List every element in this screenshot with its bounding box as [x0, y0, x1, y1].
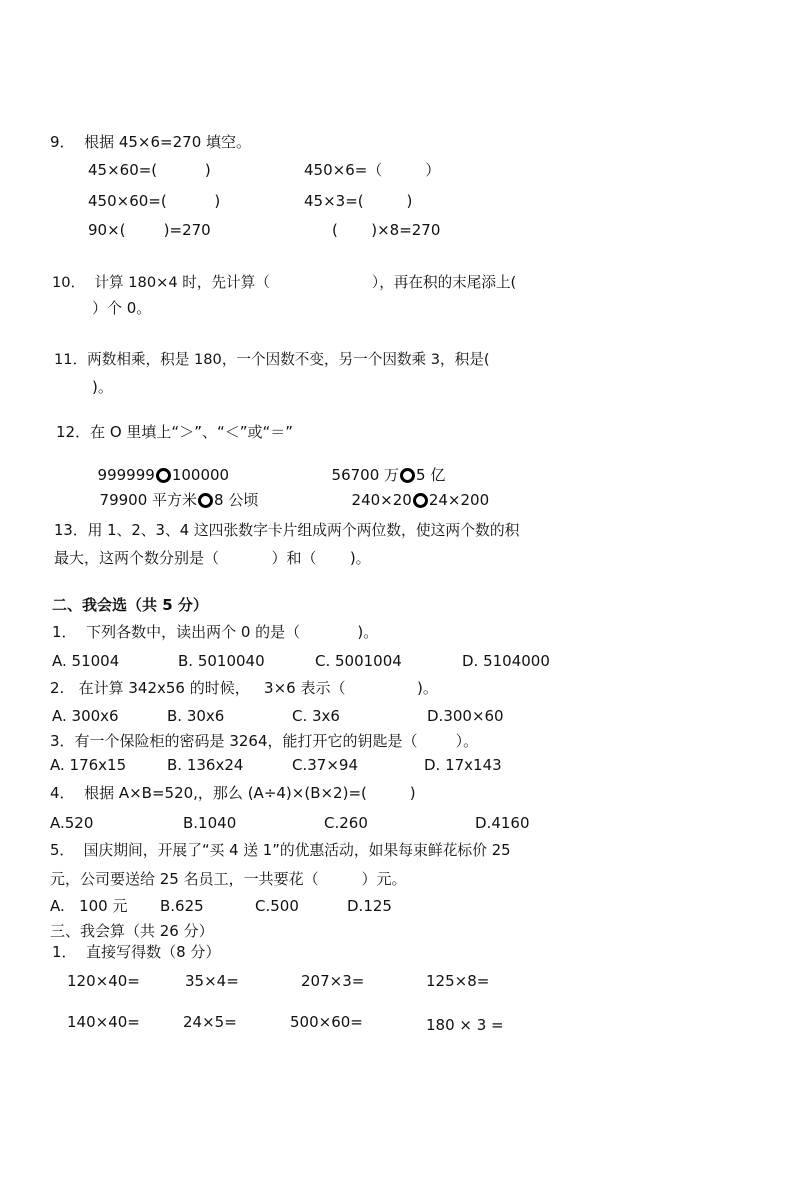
q9-item: 450×60=( ) — [88, 192, 221, 210]
q9-item: 45×3=( ) — [304, 192, 413, 210]
q12-compare-d — [342, 470, 489, 510]
q9-item: 450×6=（ ） — [304, 161, 441, 179]
q12-a-left: 999999 — [97, 466, 155, 484]
section3-heading: 三、我会算（共 26 分） — [50, 922, 214, 940]
section3-sub1: 1． 直接写得数（8 分） — [52, 943, 221, 961]
s2-q2-stem: 2. 在计算 342x56 的时候， 3×6 表示（ )。 — [50, 679, 438, 697]
s2-q4-stem: 4． 根据 A×B=520,，那么 (A÷4)×(B×2)=( ) — [50, 784, 416, 802]
s2-q2-option[interactable]: A. 300x6 — [52, 707, 119, 725]
s2-q4-option[interactable]: D.4160 — [475, 814, 530, 832]
s2-q3-stem: 3．有一个保险柜的密码是 3264，能打开它的钥匙是（ ）。 — [50, 732, 479, 750]
q12-c-left: 79900 平方米 — [99, 491, 198, 509]
s2-q5-option[interactable]: A. 100 元 — [50, 897, 128, 915]
s2-q1-option[interactable]: C. 5001004 — [315, 652, 402, 670]
s2-q3-option[interactable]: C.37×94 — [292, 756, 358, 774]
s2-q5-option[interactable]: B.625 — [160, 897, 204, 915]
s2-q2-option[interactable]: B. 30x6 — [167, 707, 225, 725]
q10-line2: ）个 0。 — [92, 299, 152, 317]
q12-d-right: 24×200 — [428, 491, 490, 509]
s2-q3-option[interactable]: D. 17x143 — [424, 756, 502, 774]
s2-q4-option[interactable]: B.1040 — [183, 814, 237, 832]
s2-q5-option[interactable]: D.125 — [347, 897, 392, 915]
s2-q3-option[interactable]: B. 136x24 — [167, 756, 244, 774]
s2-q5-option[interactable]: C.500 — [255, 897, 299, 915]
s2-q2-option[interactable]: D.300×60 — [427, 707, 504, 725]
q9-title: 9． 根据 45×6=270 填空。 — [50, 133, 252, 151]
calc-item: 125×8= — [426, 972, 490, 990]
q12-a-right: 100000 — [171, 466, 230, 484]
s2-q4-option[interactable]: A.520 — [50, 814, 94, 832]
q12-d-left: 240×20 — [351, 491, 412, 509]
s2-q5-line2: 元，公司要送给 25 名员工，一共要花（ ）元。 — [50, 870, 407, 888]
calc-item: 500×60= — [290, 1013, 363, 1031]
q12-compare-c — [90, 470, 258, 510]
section2-heading: 二、我会选（共 5 分） — [52, 596, 208, 614]
q11-line2: )。 — [92, 378, 113, 396]
q9-item: 45×60=( ) — [88, 161, 211, 179]
calc-item: 35×4= — [185, 972, 239, 990]
calc-item: 24×5= — [183, 1013, 237, 1031]
calc-item: 180 × 3 = — [426, 1016, 504, 1034]
s2-q3-option[interactable]: A. 176x15 — [50, 756, 127, 774]
q12-b-left: 56700 万 — [331, 466, 400, 484]
q12-b-right: 5 亿 — [416, 466, 446, 484]
q13-line1: 13．用 1、2、3、4 这四张数字卡片组成两个两位数，使这两个数的积 — [54, 522, 520, 539]
calc-item: 120×40= — [67, 972, 140, 990]
q11-line1: 11．两数相乘，积是 180，一个因数不变，另一个因数乘 3，积是( — [54, 351, 490, 368]
calc-item: 140×40= — [67, 1013, 140, 1031]
s2-q4-option[interactable]: C.260 — [324, 814, 368, 832]
s2-q1-option[interactable]: A. 51004 — [52, 652, 120, 670]
q13-line2: 最大，这两个数分别是（ ）和（ )。 — [54, 549, 371, 567]
s2-q5-line1: 5． 国庆期间，开展了“买 4 送 1”的优惠活动，如果每束鲜花标价 25 — [50, 842, 511, 859]
q12-title: 12．在 O 里填上“＞”、“＜”或“＝” — [56, 423, 294, 441]
compare-circle-icon[interactable] — [198, 493, 213, 508]
q9-item: ( )×8=270 — [332, 221, 441, 239]
compare-circle-icon[interactable] — [413, 493, 428, 508]
s2-q1-option[interactable]: D. 5104000 — [462, 652, 550, 670]
s2-q1-option[interactable]: B. 5010040 — [178, 652, 265, 670]
q10-line1: 10． 计算 180×4 时，先计算（ ），再在积的末尾添上( — [52, 274, 517, 291]
q12-c-right: 8 公顷 — [214, 491, 259, 509]
calc-item: 207×3= — [301, 972, 365, 990]
s2-q1-stem: 1． 下列各数中，读出两个 0 的是（ )。 — [52, 623, 379, 641]
s2-q2-option[interactable]: C. 3x6 — [292, 707, 340, 725]
q9-item: 90×( )=270 — [88, 221, 211, 239]
